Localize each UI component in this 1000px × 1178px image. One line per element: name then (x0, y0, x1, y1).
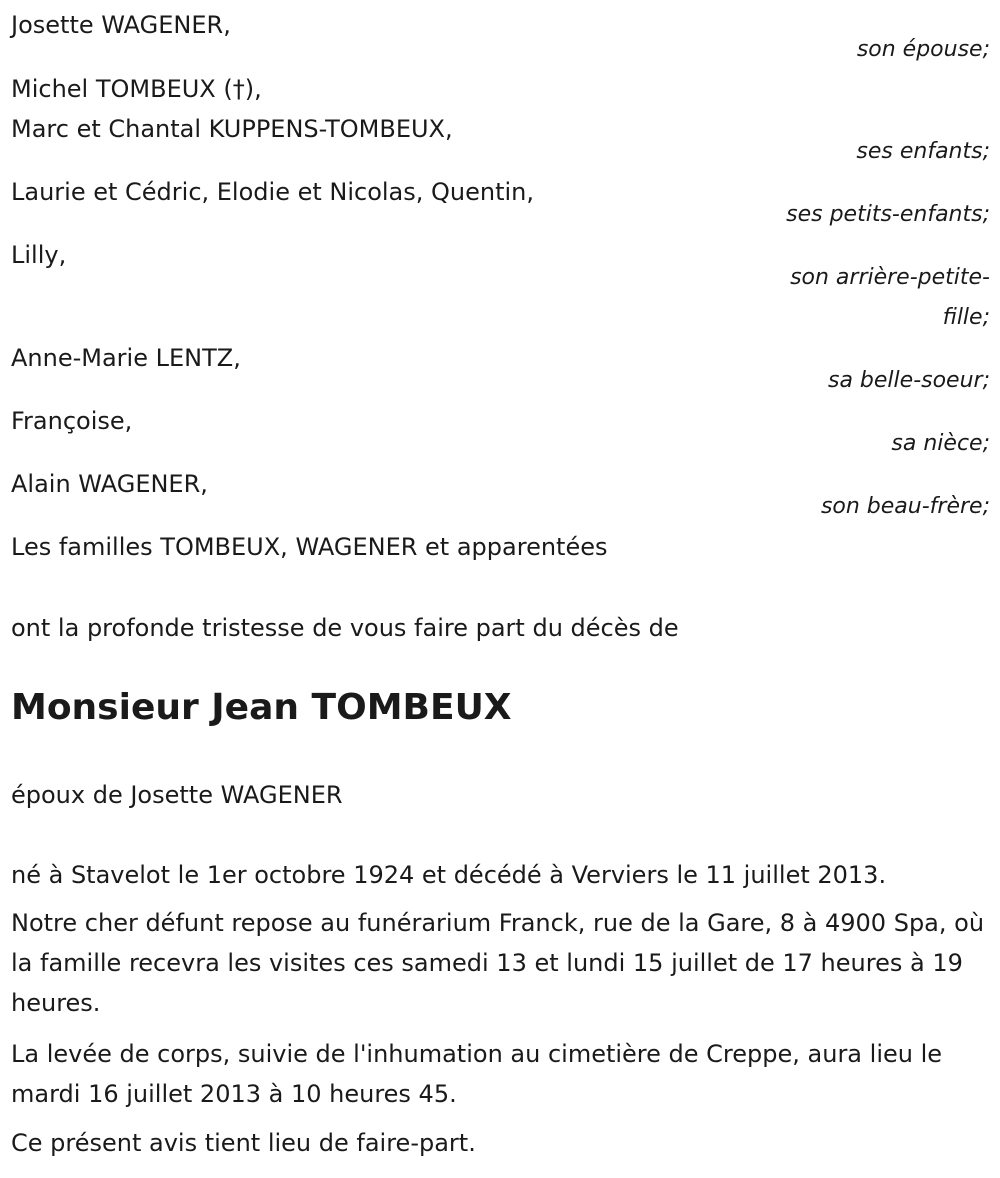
family-name-anne-marie: Anne-Marie LENTZ, (11, 344, 241, 372)
relation-great-granddaughter-line1: son arrière-petite- (790, 265, 990, 290)
relation-spouse: son épouse; (856, 37, 990, 62)
family-name-josette: Josette WAGENER, (11, 11, 231, 39)
deceased-name: Monsieur Jean TOMBEUX (11, 687, 512, 728)
relation-great-granddaughter-line2: fille; (942, 305, 990, 330)
funerarium-paragraph: Notre cher défunt repose au funérarium Franck, rue de la Gare, 8 à 4900 Spa, où la famille recevra les visites ces samedi 13 et lundi 15 juillet de 17 heures à 19 heures. (11, 909, 985, 1017)
relation-brother-in-law: son beau-frère; (820, 494, 990, 519)
family-name-francoise: Françoise, (11, 407, 133, 435)
relation-sister-in-law: sa belle-soeur; (828, 368, 990, 393)
family-name-michel: Michel TOMBEUX (†), (11, 75, 262, 103)
birth-death-paragraph: né à Stavelot le 1er octobre 1924 et décédé à Verviers le 11 juillet 2013. (11, 861, 887, 889)
notice-paragraph: Ce présent avis tient lieu de faire-part. (11, 1129, 476, 1157)
family-name-alain: Alain WAGENER, (11, 470, 208, 498)
spouse-line: époux de Josette WAGENER (11, 781, 343, 809)
family-name-marc-chantal: Marc et Chantal KUPPENS-TOMBEUX, (11, 115, 453, 143)
family-name-families: Les familles TOMBEUX, WAGENER et apparentées (11, 533, 608, 561)
announcement-text: ont la profonde tristesse de vous faire part du décès de (11, 614, 679, 642)
relation-niece: sa nièce; (891, 431, 990, 456)
family-name-lilly: Lilly, (11, 241, 67, 269)
relation-children: ses enfants; (856, 139, 990, 164)
family-name-grandchildren: Laurie et Cédric, Elodie et Nicolas, Quentin, (11, 178, 535, 206)
relation-grandchildren: ses petits-enfants; (786, 202, 990, 227)
funeral-paragraph: La levée de corps, suivie de l'inhumation au cimetière de Creppe, aura lieu le mardi 16 juillet 2013 à 10 heures 45. (11, 1040, 943, 1108)
